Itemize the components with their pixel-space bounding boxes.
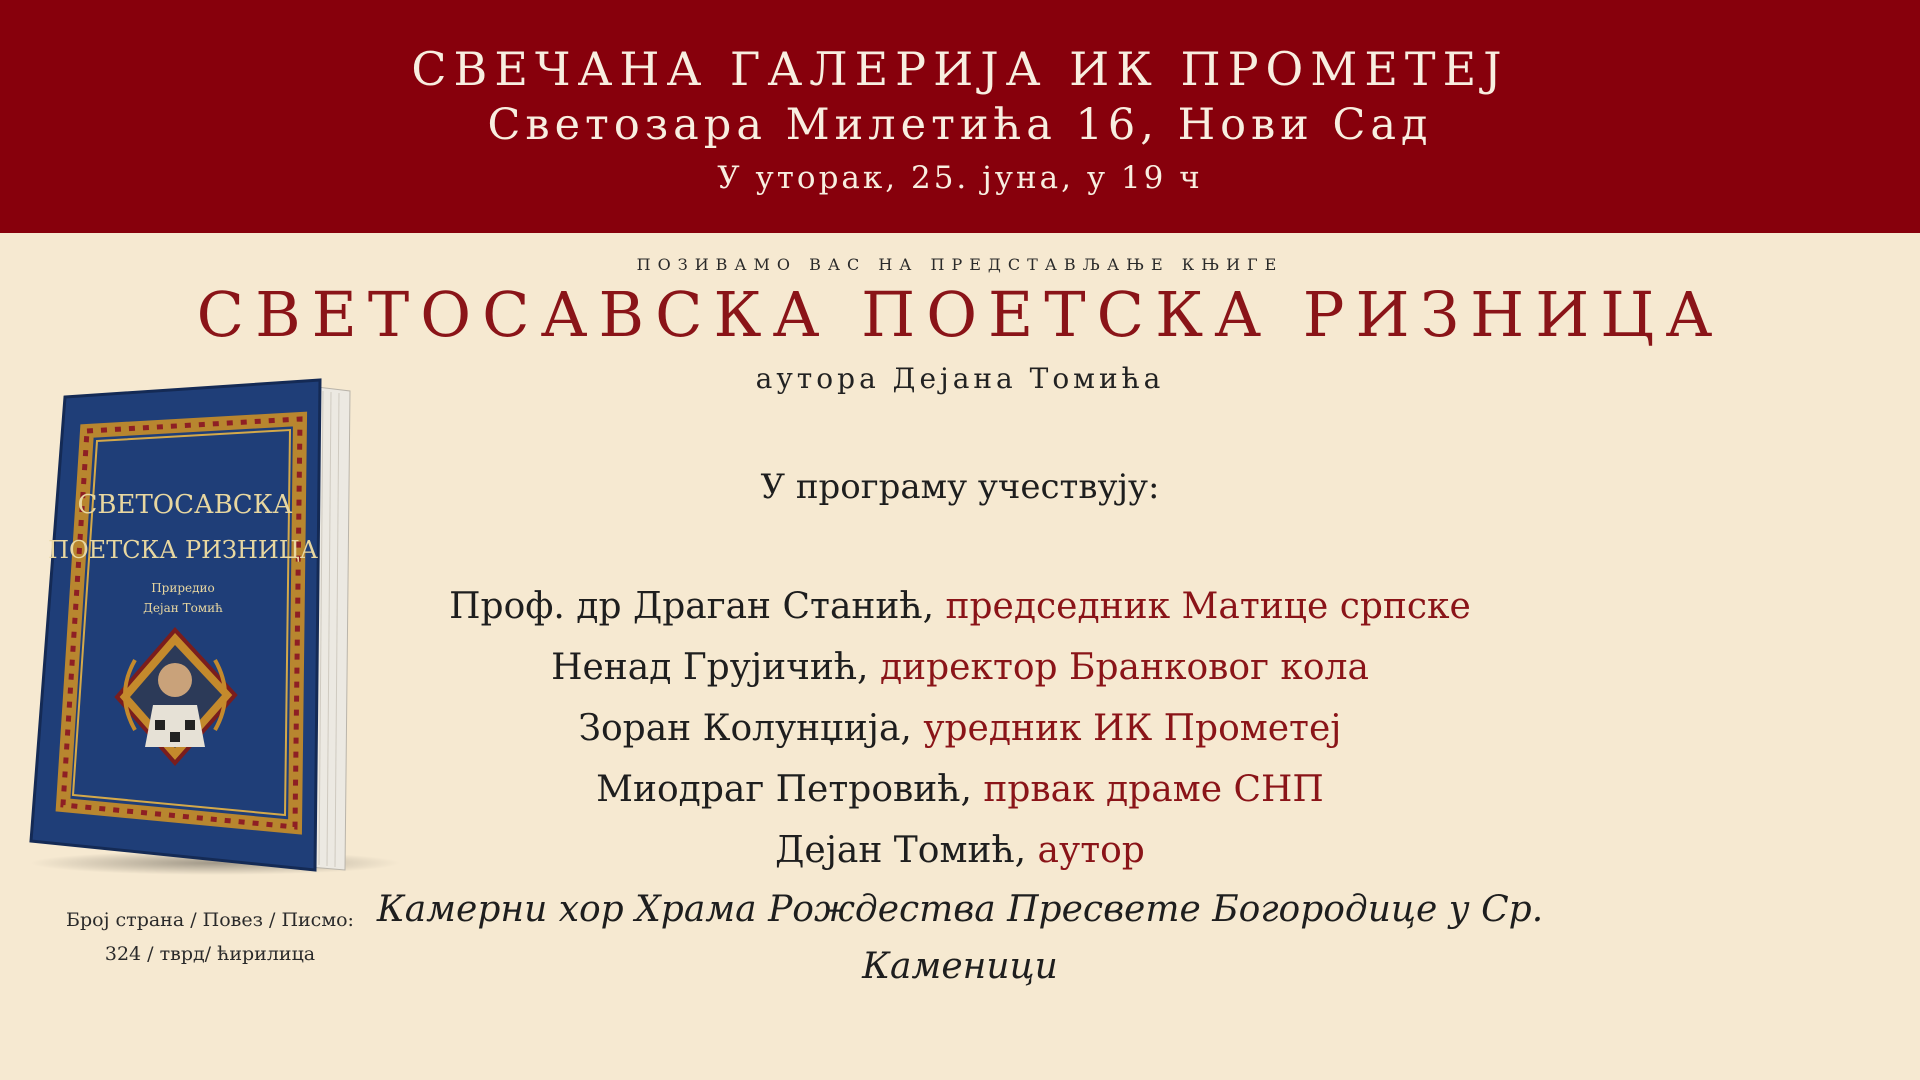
venue-name: СВЕЧАНА ГАЛЕРИЈА ИК ПРОМЕТЕЈ [411, 42, 1509, 96]
choir-line-continued: Каменици [862, 946, 1058, 987]
participant-role: директор Бранковог кола [879, 647, 1369, 688]
choir-line: Камерни хор Храма Рождества Пресвете Богородице у Ср. [376, 889, 1544, 930]
event-date: У уторак, 25. јуна, у 19 ч [717, 160, 1203, 196]
participant-name: Ненад Грујичић, [551, 647, 880, 688]
participant-name: Миодраг Петровић, [596, 769, 984, 810]
participant-name: Дејан Томић, [775, 830, 1038, 871]
book-details-values: 324 / тврд/ ћирилица [104, 943, 316, 965]
header-banner [0, 0, 1920, 233]
program-heading: У програму учествују: [760, 467, 1160, 507]
participant-role: аутор [1037, 830, 1145, 871]
book-author: аутора Дејана Томића [755, 362, 1165, 395]
cover-subtitle-line2: Дејан Томић [143, 601, 223, 615]
participant-role: уредник ИК Прометеј [923, 708, 1342, 749]
cover-subtitle-line1: Приредио [151, 581, 215, 595]
book-title: СВЕТОСАВСКА ПОЕТСКА РИЗНИЦА [196, 278, 1724, 351]
cover-title-line2: ПОЕТСКА РИЗНИЦА [48, 536, 318, 564]
book-details-label: Број страна / Повез / Писмо: [66, 909, 354, 931]
book-cover-image [25, 375, 400, 880]
cover-title-line1: СВЕТОСАВСКА [77, 490, 293, 520]
venue-address: Светозара Милетића 16, Нови Сад [487, 100, 1433, 150]
participant-name: Зоран Колунџија, [578, 708, 924, 749]
participant-name: Проф. др Драган Станић, [449, 586, 946, 627]
invitation-text: ПОЗИВАМО ВАС НА ПРЕДСТАВЉАЊЕ КЊИГЕ [636, 255, 1284, 274]
book-details [30, 903, 390, 971]
participant-role: првак драме СНП [983, 769, 1324, 810]
participant-role: председник Матице српске [945, 586, 1471, 627]
